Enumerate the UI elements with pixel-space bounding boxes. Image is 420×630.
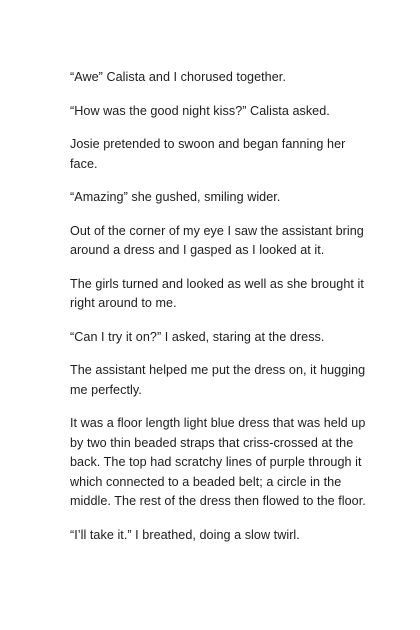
paragraph: It was a floor length light blue dress that was held up by two thin beaded straps that criss-crossed at the back. The top had scratchy lines of purple through it which connected to a beaded belt; a circle in the middle. The rest of the dress then flowed to the floor. xyxy=(70,416,366,508)
paragraph: “How was the good night kiss?” Calista asked. xyxy=(70,103,330,118)
paragraph: “I’ll take it.” I breathed, doing a slow twirl. xyxy=(70,527,300,542)
paragraph: The girls turned and looked as well as she brought it right around to me. xyxy=(70,276,364,310)
body-text xyxy=(70,68,370,559)
paragraph: Out of the corner of my eye I saw the assistant bring around a dress and I gasped as I looked at it. xyxy=(70,223,364,257)
paragraph: “Awe” Calista and I chorused together. xyxy=(70,70,286,84)
paragraph: Josie pretended to swoon and began fanning her face. xyxy=(70,137,346,171)
paragraph: “Can I try it on?” I asked, staring at the dress. xyxy=(70,329,325,344)
paragraph: The assistant helped me put the dress on, it hugging me perfectly. xyxy=(70,363,366,397)
paragraph: “Amazing” she gushed, smiling wider. xyxy=(70,190,281,204)
